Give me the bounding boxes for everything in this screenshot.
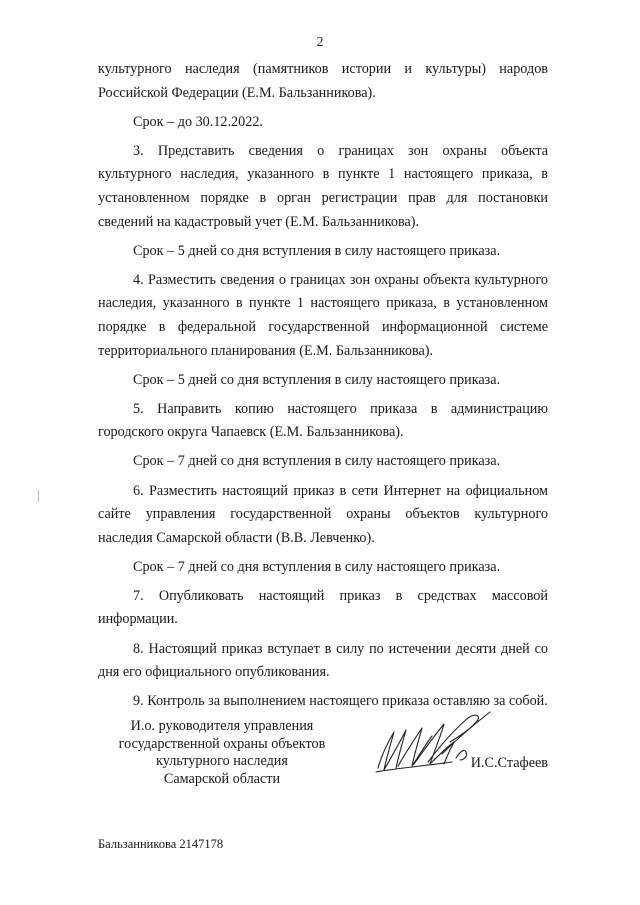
deadline-paragraph: Срок – 7 дней со дня вступления в силу настоящего приказа. bbox=[133, 453, 501, 470]
paragraph-continuation: культурного наследия (памятников истории и культуры) народов Российской Федерации (Е.М. Бальзанникова). bbox=[98, 61, 548, 101]
item-6-paragraph: 6. Разместить настоящий приказ в сети Интернет на официальном сайте управления государственной охраны объектов культурного наследия Самарской области (В.В. Левченко). bbox=[98, 482, 548, 546]
signatory-title-line: государственной охраны объектов bbox=[118, 735, 326, 752]
item-4-paragraph: 4. Разместить сведения о границах зон охраны объекта культурного наследия, указанного в пункте 1 настоящего приказа, в установленном порядке в федеральной государственной информационной системе территориального планирования (Е.М. Бальзанникова). bbox=[98, 271, 548, 359]
document-body bbox=[98, 58, 548, 719]
deadline-paragraph: Срок – 7 дней со дня вступления в силу настоящего приказа. bbox=[133, 558, 501, 575]
item-9-paragraph: 9. Контроль за выполнением настоящего приказа оставляю за собой. bbox=[133, 693, 548, 710]
deadline-paragraph: Срок – 5 дней со дня вступления в силу настоящего приказа. bbox=[133, 371, 501, 388]
scan-mark bbox=[38, 490, 39, 502]
signatory-title-line: культурного наследия bbox=[156, 753, 288, 769]
signatory-title-line: И.о. руководителя управления bbox=[130, 718, 314, 734]
signatory-name: И.С.Стафеев bbox=[470, 755, 548, 771]
deadline-paragraph: Срок – 5 дней со дня вступления в силу настоящего приказа. bbox=[133, 242, 501, 259]
signature-block bbox=[98, 718, 548, 798]
handwritten-signature bbox=[368, 706, 503, 786]
signatory-title-line: Самарской области bbox=[163, 770, 281, 787]
page-number: 2 bbox=[316, 35, 324, 50]
item-3-paragraph: 3. Представить сведения о границах зон охраны объекта культурного наследия, указанного в пункте 1 настоящего приказа, в установленном порядке в орган регистрации прав для постановки сведений на кадастровый учет (Е.М. Бальзанникова). bbox=[98, 142, 548, 230]
deadline-paragraph: Срок – до 30.12.2022. bbox=[133, 113, 263, 130]
signatory-title bbox=[116, 718, 328, 788]
item-5-paragraph: 5. Направить копию настоящего приказа в администрацию городского округа Чапаевск (Е.М. Бальзанникова). bbox=[98, 400, 548, 441]
executor-footer: Бальзанникова 2147178 bbox=[98, 837, 224, 851]
item-7-paragraph: 7. Опубликовать настоящий приказ в средствах массовой информации. bbox=[98, 587, 548, 628]
item-8-paragraph: 8. Настоящий приказ вступает в силу по истечении десяти дней со дня его официального опубликования. bbox=[98, 640, 548, 681]
